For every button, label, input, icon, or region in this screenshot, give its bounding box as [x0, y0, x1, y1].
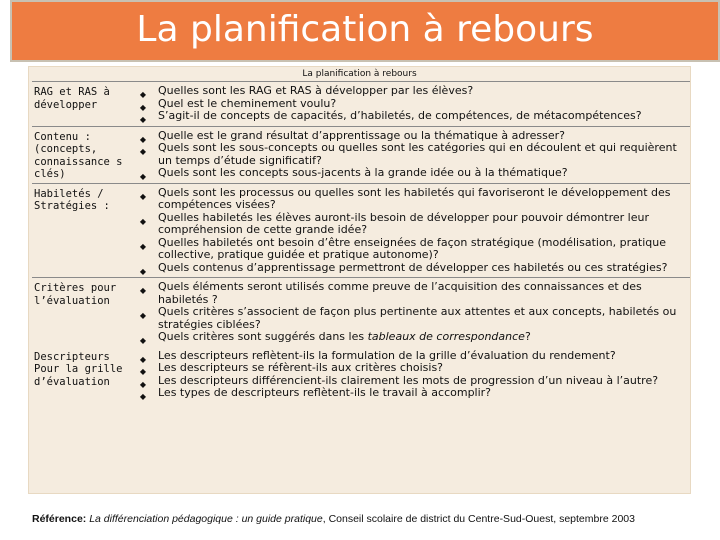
row-questions	[158, 82, 690, 126]
bullet-icon: ◆	[139, 241, 147, 251]
question-item: Quels sont les concepts sous-jacents à la grande idée ou à la thématique?	[158, 166, 568, 179]
bullet-icon: ◆	[139, 102, 147, 112]
table-row	[32, 347, 690, 403]
bullet-column	[128, 347, 158, 403]
question-item: Quels éléments seront utilisés comme preuve de l’acquisition des connaissances et des habiletés ?	[158, 280, 642, 306]
bullet-icon: ◆	[139, 172, 147, 181]
question-item: Quel est le cheminement voulu?	[158, 96, 337, 110]
table-caption: La planification à rebours	[302, 69, 417, 79]
bullet-icon: ◆	[139, 379, 147, 389]
reference-details: , Conseil scolaire de district du Centre-Sud-Ouest, septembre 2003	[322, 513, 635, 525]
question-item: Quelles sont les RAG et RAS à développer par les élèves?	[158, 84, 474, 97]
reference-title: La différenciation pédagogique : un guide pratique	[89, 513, 323, 525]
bullet-icon: ◆	[139, 354, 147, 364]
bullet-icon: ◆	[139, 216, 147, 226]
bullet-icon: ◆	[139, 147, 147, 156]
reference-footer	[32, 513, 712, 525]
row-questions	[158, 278, 690, 347]
question-item: Les descripteurs différencient-ils clairement les mots de progression d’un niveau à l’autre?	[158, 373, 659, 387]
question-item: Quelle est le grand résultat d’apprentissage ou la thématique à adresser?	[158, 128, 565, 142]
row-label: Descripteurs Pour la grille d’évaluation	[34, 350, 129, 388]
bullet-column	[128, 184, 158, 278]
bullet-column	[128, 82, 158, 126]
row-questions	[158, 347, 690, 403]
question-item: Quels sont les sous-concepts ou quelles sont les catégories qui en découlent et qui requièrent un temps d’étude significatif?	[158, 141, 677, 167]
row-questions	[158, 127, 690, 183]
title-banner	[10, 0, 720, 62]
table-row	[32, 81, 690, 126]
bullet-icon: ◆	[139, 115, 147, 124]
row-questions	[158, 184, 690, 278]
row-label: Critères pour l’évaluation	[34, 282, 123, 307]
slide-title: La planification à rebours	[136, 9, 594, 50]
row-label: RAG et RAS à développer	[34, 86, 117, 111]
table-row	[32, 183, 690, 278]
question-item: Les descripteurs reflètent-ils la formulation de la grille d’évaluation du rendement?	[158, 348, 616, 362]
question-item: Les descripteurs se réfèrent-ils aux critères choisis?	[158, 361, 444, 374]
bullet-column	[128, 278, 158, 347]
bullet-column	[128, 127, 158, 183]
question-item: S’agit-il de concepts de capacités, d’habiletés, de compétences, de métacompétences?	[158, 109, 642, 122]
reference-label: Référence:	[32, 513, 87, 525]
question-item: Quelles habiletés ont besoin d’être enseignées de façon stratégique (modélisation, pratique collective, pratique guidée et pratique autonome)?	[158, 235, 666, 261]
bullet-icon: ◆	[139, 336, 147, 345]
question-item: Les types de descripteurs reflètent-ils le travail à accomplir?	[158, 386, 492, 399]
row-label: Contenu : (concepts, connaissance s clés)	[34, 130, 129, 180]
bullet-icon: ◆	[139, 367, 147, 376]
question-item: Quels critères sont suggérés dans les tableaux de correspondance?	[158, 330, 531, 343]
table-row	[32, 126, 690, 183]
question-item: Quels critères s’associent de façon plus pertinente aux attentes et aux concepts, habiletés ou stratégies ciblées?	[158, 305, 677, 331]
bullet-icon: ◆	[139, 266, 147, 276]
bullet-icon: ◆	[139, 286, 147, 295]
question-item: Quels contenus d’apprentissage permettront de développer ces habiletés ou ces stratégies?	[158, 260, 668, 274]
bullet-icon: ◆	[139, 90, 147, 99]
question-item: Quelles habiletés les élèves auront-ils besoin de développer pour pouvoir démontrer leur compréhension de cette grande idée?	[158, 210, 649, 236]
bullet-icon: ◆	[139, 311, 147, 320]
question-item: Quels sont les processus ou quelles sont les habiletés qui favoriseront le développement des compétences visées?	[158, 185, 671, 211]
row-label: Habiletés / Stratégies :	[34, 187, 110, 212]
table-row	[32, 277, 690, 347]
planning-table	[32, 81, 690, 403]
bullet-icon: ◆	[139, 134, 147, 144]
bullet-icon: ◆	[139, 191, 147, 201]
bullet-icon: ◆	[139, 392, 147, 401]
